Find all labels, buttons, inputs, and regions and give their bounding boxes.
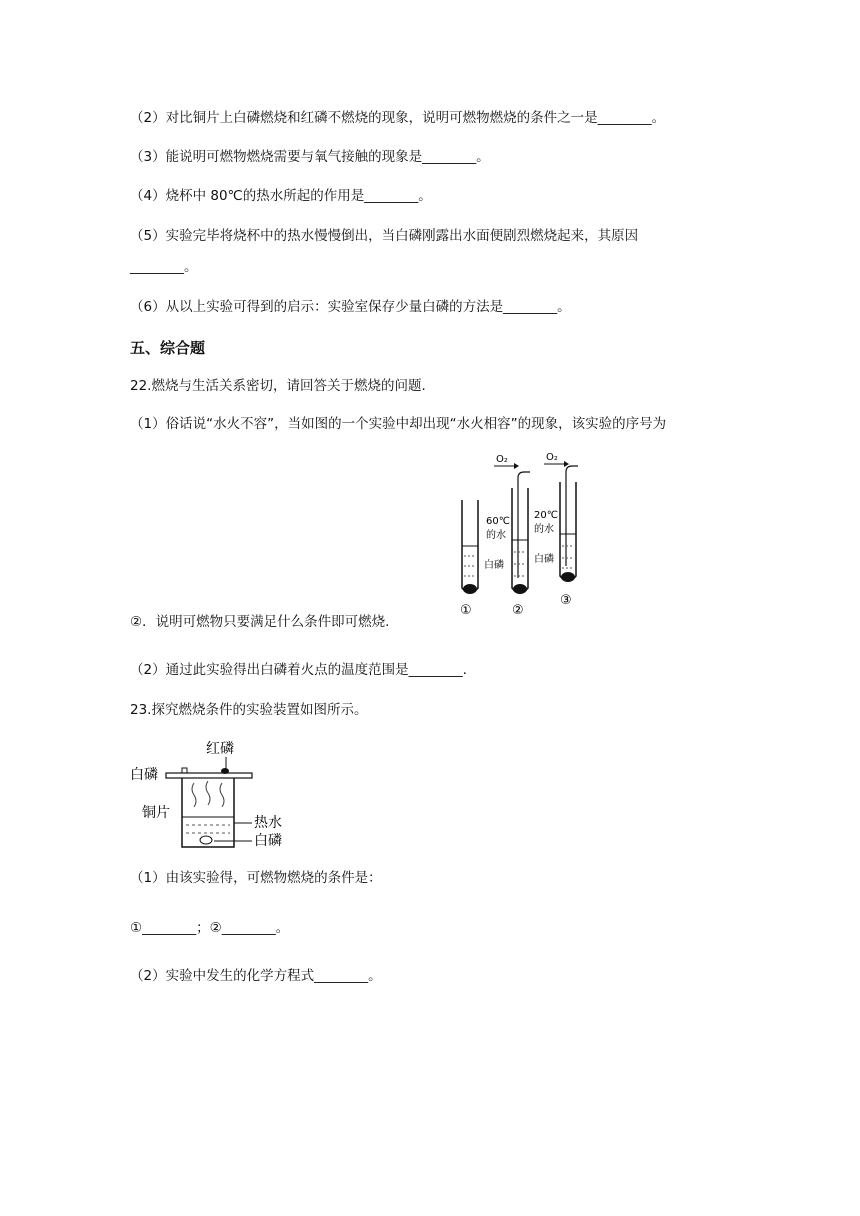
q23-part1: （1）由该实验得，可燃物燃烧的条件是： [130, 870, 382, 886]
q22-part1-tail: ②．说明可燃物只要满足什么条件即可燃烧. [130, 614, 390, 630]
tube-3 [534, 466, 578, 582]
tube-3-number: ③ [560, 593, 572, 608]
section-title: 五、综合题 [130, 339, 206, 357]
tube-2-number: ② [512, 603, 524, 618]
white-phosphorus-left-label: 白磷 [130, 767, 158, 783]
question-2: （2）对比铜片上白磷燃烧和红磷不燃烧的现象，说明可燃物燃烧的条件之一是________。 [130, 110, 666, 126]
question-3: （3）能说明可燃物燃烧需要与氧气接触的现象是________。 [130, 149, 490, 165]
o2-label-2: O₂ [496, 454, 508, 465]
hot-water-label: 热水 [254, 815, 282, 831]
tube-3-temp: 20℃ [534, 510, 558, 521]
copper-plate-label: 铜片 [142, 805, 170, 821]
question-5-line1: （5）实验完毕将烧杯中的热水慢慢倒出，当白磷刚露出水面便剧烈燃烧起来，其原因 [130, 228, 639, 244]
tube-2 [484, 472, 530, 594]
question-5-line2: ________。 [130, 259, 198, 275]
question-6: （6）从以上实验可得到的启示：实验室保存少量白磷的方法是________。 [130, 299, 571, 315]
white-phosphorus-bottom-label: 白磷 [254, 833, 282, 849]
test-tubes-figure [444, 448, 594, 624]
tube-1 [462, 500, 478, 594]
tube-3-water: 的水 [534, 524, 554, 535]
q22-stem: 22.燃烧与生活关系密切，请回答关于燃烧的问题. [130, 378, 426, 394]
question-4: （4）烧杯中 80℃的热水所起的作用是________。 [130, 188, 432, 204]
tube-2-water: 的水 [486, 530, 506, 541]
q23-stem: 23.探究燃烧条件的实验装置如图所示。 [130, 702, 368, 718]
q23-part1-blanks: ①________；②________。 [130, 920, 290, 936]
q22-part2: （2）通过此实验得出白磷着火点的温度范围是________. [130, 662, 467, 678]
beaker-figure [130, 735, 310, 855]
red-phosphorus-label: 红磷 [206, 741, 234, 757]
q23-part2: （2）实验中发生的化学方程式________。 [130, 968, 382, 984]
o2-label-3: O₂ [546, 452, 558, 463]
tube-2-phos: 白磷 [484, 560, 504, 571]
tube-1-number: ① [460, 603, 472, 618]
tube-2-temp: 60℃ [486, 516, 510, 527]
tube-3-phos: 白磷 [534, 554, 554, 565]
q22-part1: （1）俗话说“水火不容”，当如图的一个实验中却出现“水火相容”的现象，该实验的序号为 [130, 416, 667, 432]
